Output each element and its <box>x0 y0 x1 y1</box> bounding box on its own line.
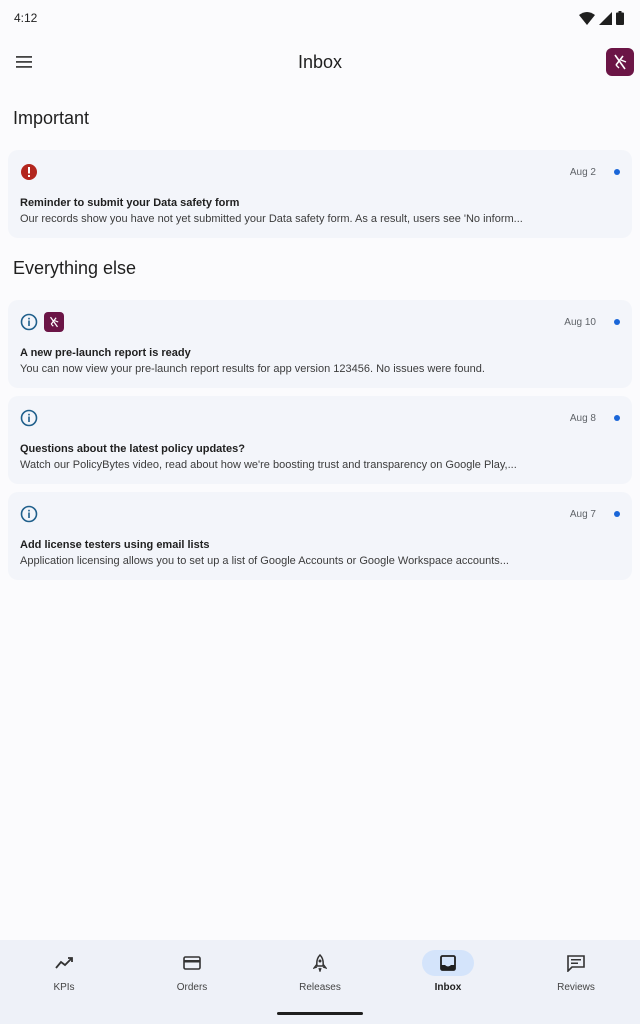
message-card[interactable] <box>8 396 632 484</box>
message-date: Aug 2 <box>569 166 596 178</box>
battery-icon <box>616 11 624 25</box>
unread-indicator <box>614 319 620 325</box>
info-icon <box>20 409 38 427</box>
message-preview: Watch our PolicyBytes video, read about how we're boosting trust and transparency on Google Play,... <box>20 459 517 471</box>
nav-label: Inbox <box>434 982 462 993</box>
menu-button[interactable] <box>12 50 36 74</box>
unread-indicator <box>614 415 620 421</box>
app-avatar-button[interactable] <box>606 48 634 76</box>
app-logo-icon <box>47 315 61 329</box>
message-title: Reminder to submit your Data safety form <box>20 197 240 209</box>
message-preview: Application licensing allows you to set up a list of Google Accounts or Google Workspace accounts... <box>20 555 509 567</box>
app-logo-icon <box>610 52 630 72</box>
message-date: Aug 7 <box>569 508 596 520</box>
nav-item-reviews[interactable] <box>512 940 640 1024</box>
nav-item-kpis[interactable] <box>0 940 128 1024</box>
nav-label: Reviews <box>557 982 595 993</box>
info-icon <box>20 313 38 331</box>
inbox-icon <box>440 955 456 971</box>
nav-item-inbox[interactable] <box>384 940 512 1024</box>
rocket-icon <box>313 954 327 972</box>
message-date: Aug 10 <box>564 316 596 328</box>
app-logo-badge <box>44 312 64 332</box>
trending-up-icon <box>55 956 73 970</box>
nav-label: KPIs <box>53 982 75 993</box>
page-title: Inbox <box>297 51 343 72</box>
nav-item-orders[interactable] <box>128 940 256 1024</box>
info-icon <box>20 505 38 523</box>
unread-indicator <box>614 169 620 175</box>
message-title: Questions about the latest policy updates? <box>20 443 245 455</box>
message-date: Aug 8 <box>569 412 596 424</box>
wifi-icon <box>579 12 595 25</box>
home-indicator[interactable] <box>277 1012 363 1015</box>
nav-label: Releases <box>299 982 341 993</box>
status-bar <box>0 0 640 36</box>
section-heading-everything-else: Everything else <box>13 258 137 278</box>
status-icons <box>579 11 624 25</box>
message-card[interactable] <box>8 492 632 580</box>
reviews-icon <box>567 955 585 972</box>
section-heading-important: Important <box>13 108 90 128</box>
message-title: Add license testers using email lists <box>20 539 210 551</box>
cellular-signal-icon <box>599 12 612 25</box>
message-card[interactable] <box>8 300 632 388</box>
credit-card-icon <box>183 956 201 970</box>
nav-label: Orders <box>176 982 208 993</box>
message-card[interactable] <box>8 150 632 238</box>
status-time: 4:12 <box>14 11 38 25</box>
message-preview: You can now view your pre-launch report results for app version 123456. No issues were found. <box>20 363 485 375</box>
unread-indicator <box>614 511 620 517</box>
hamburger-menu-icon <box>16 56 32 68</box>
app-bar <box>0 40 640 84</box>
message-preview: Our records show you have not yet submitted your Data safety form. As a result, users see 'No inform... <box>20 213 523 225</box>
message-title: A new pre-launch report is ready <box>20 347 191 359</box>
error-icon <box>20 163 38 181</box>
